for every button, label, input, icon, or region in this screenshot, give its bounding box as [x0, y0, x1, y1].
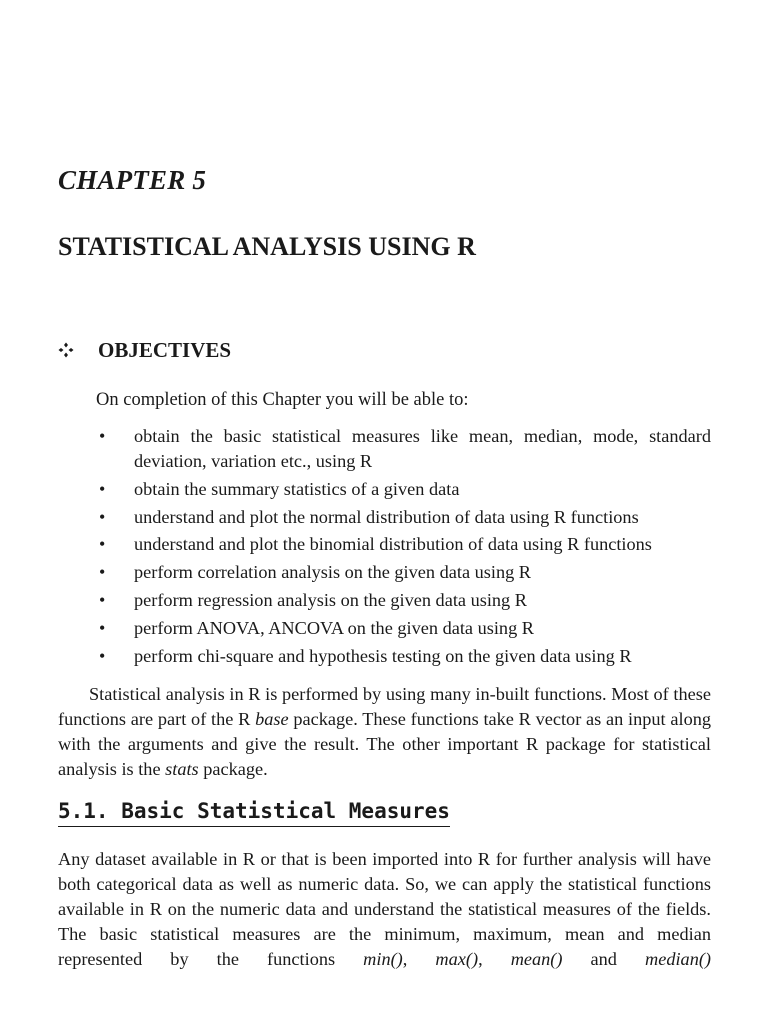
intro-text-1: Statistical analysis in R is performed by using many in-built functions. Most of these functions are part of the R: [58, 684, 711, 729]
objective-text: perform correlation analysis on the given data using R: [134, 562, 532, 583]
list-item: [96, 560, 711, 585]
separator: ,: [402, 949, 436, 969]
section-paragraph: [58, 847, 711, 997]
function-max: max(): [435, 949, 479, 969]
function-min: min(): [363, 949, 403, 969]
objectives-list: [96, 424, 711, 671]
list-item: [96, 616, 711, 641]
objective-text: understand and plot the binomial distribution of data using R functions: [134, 534, 652, 555]
intro-em-stats: stats: [165, 759, 199, 779]
bullet-icon: •: [99, 617, 106, 638]
intro-text-3: package.: [198, 759, 268, 779]
intro-em-base: base: [255, 709, 289, 729]
function-mean: mean(): [510, 949, 563, 969]
intro-text-2: package. These functions take R vector as an input along with the arguments and give the result. The other important R package for statistical analysis is the: [58, 709, 711, 779]
bullet-icon: •: [99, 589, 106, 610]
diamond-bullet-icon: [58, 339, 74, 355]
objectives-heading-text: OBJECTIVES: [98, 338, 232, 362]
function-median: median(): [645, 949, 712, 969]
intro-paragraph: [58, 682, 711, 782]
list-item: [96, 532, 711, 557]
objective-text: perform chi-square and hypothesis testing on the given data using R: [134, 645, 632, 666]
section-heading: 5.1. Basic Statistical Measures: [58, 799, 450, 827]
objective-text: perform regression analysis on the given data using R: [134, 589, 527, 610]
objective-text: perform ANOVA, ANCOVA on the given data using R: [134, 617, 534, 638]
list-item: [96, 424, 711, 474]
objective-text: understand and plot the normal distribution of data using R functions: [134, 506, 639, 527]
document-page: [58, 0, 711, 1024]
bullet-icon: •: [99, 645, 106, 666]
list-item: [96, 505, 711, 530]
objectives-heading: [58, 338, 231, 363]
separator: and: [562, 949, 646, 969]
chapter-label: CHAPTER 5: [58, 165, 207, 195]
chapter-title: STATISTICAL ANALYSIS USING R: [58, 232, 476, 261]
section-text-1: Any dataset available in R or that is been imported into R for further analysis will have both categorical data as well as numeric data. So, we can apply the statistical functions available in R on the numeric data and understand the statistical measures of the fields. The basic statistical measures are the minimum, maximum, mean and median represented by the functions: [58, 849, 711, 969]
objective-text: obtain the summary statistics of a given data: [134, 478, 460, 499]
bullet-icon: •: [99, 506, 106, 527]
objective-text: obtain the basic statistical measures like mean, median, mode, standard deviation, variation etc., using R: [134, 426, 711, 471]
list-item: [96, 477, 711, 502]
objectives-lead: On completion of this Chapter you will be able to:: [96, 390, 469, 410]
bullet-icon: •: [99, 562, 106, 583]
list-item: [96, 644, 711, 669]
list-item: [96, 588, 711, 613]
bullet-icon: •: [99, 534, 106, 555]
bullet-icon: •: [99, 478, 106, 499]
bullet-icon: •: [99, 426, 106, 446]
separator: ,: [478, 949, 511, 969]
